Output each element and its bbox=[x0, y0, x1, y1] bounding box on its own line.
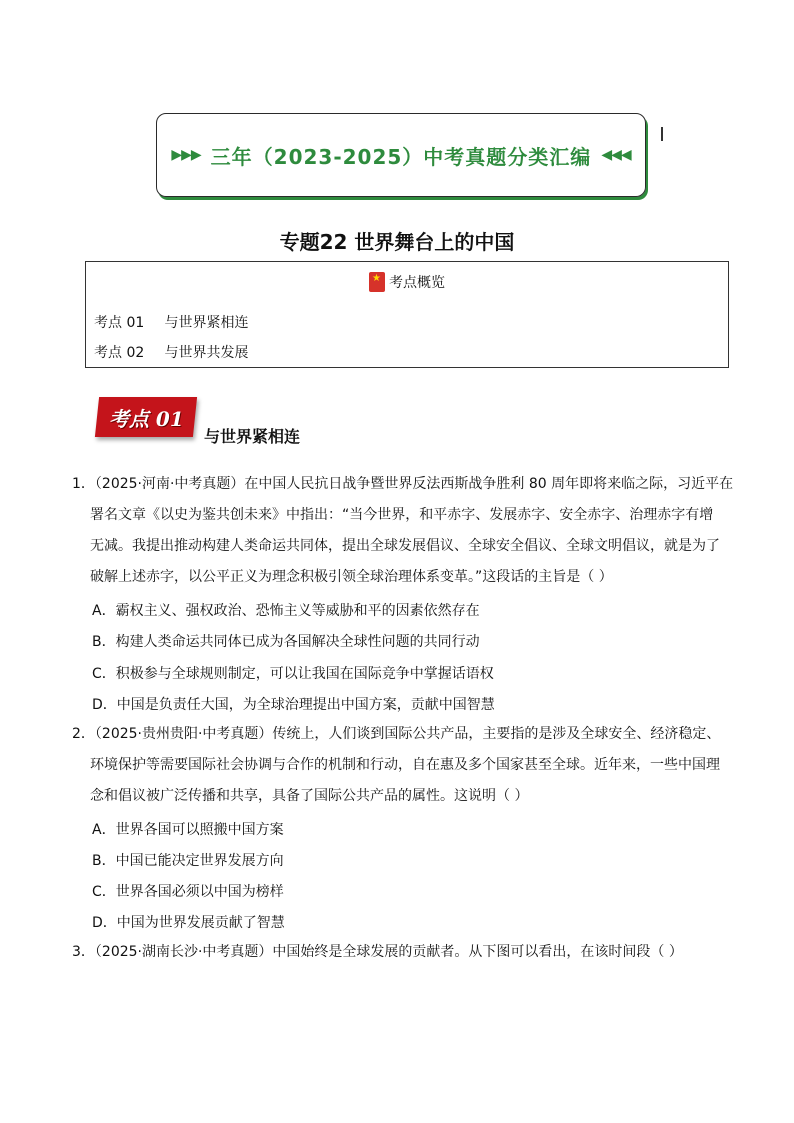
question-line: 念和倡议被广泛传播和共享，具备了国际公共产品的属性。这说明（ ） bbox=[90, 788, 529, 804]
overview-item bbox=[94, 342, 248, 362]
book-icon bbox=[369, 272, 385, 292]
banner-content bbox=[171, 141, 630, 170]
question-line: 2．（2025·贵州贵阳·中考真题）传统上，人们谈到国际公共产品，主要指的是涉及全球安全、经济稳定、 bbox=[72, 726, 721, 742]
overview-item-label: 考点 02 bbox=[94, 345, 145, 361]
series-banner bbox=[156, 113, 646, 197]
left-arrows-icon: ▶▶▶ bbox=[171, 147, 201, 163]
option-a: A．世界各国可以照搬中国方案 bbox=[92, 822, 284, 838]
option-d: D．中国是负责任大国，为全球治理提出中国方案，贡献中国智慧 bbox=[92, 697, 495, 713]
overview-box bbox=[85, 261, 729, 368]
overview-item-text: 与世界共发展 bbox=[164, 345, 249, 361]
overview-header-label: 考点概览 bbox=[389, 275, 445, 291]
page-title: 专题22 世界舞台上的中国 bbox=[279, 230, 515, 254]
section-badge bbox=[95, 397, 197, 437]
overview-item bbox=[94, 312, 248, 332]
overview-header bbox=[86, 272, 728, 292]
question-3 bbox=[72, 937, 683, 968]
option-b: B．构建人类命运共同体已成为各国解决全球性问题的共同行动 bbox=[92, 634, 480, 650]
question-2 bbox=[72, 719, 720, 812]
overview-item-text: 与世界紧相连 bbox=[164, 315, 249, 331]
banner-text: 三年（2023-2025）中考真题分类汇编 bbox=[210, 144, 592, 169]
question-line: 无减。我提出推动构建人类命运共同体，提出全球发展倡议、全球安全倡议、全球文明倡议，就是为了 bbox=[90, 538, 720, 554]
option-c: C．世界各国必须以中国为榜样 bbox=[92, 884, 284, 900]
question-line: 破解上述赤字，以公平正义为理念积极引领全球治理体系变革。”这段话的主旨是（ ） bbox=[90, 569, 613, 585]
option-b: B．中国已能决定世界发展方向 bbox=[92, 853, 284, 869]
overview-item-label: 考点 01 bbox=[94, 315, 145, 331]
question-line: 环境保护等需要国际社会协调与合作的机制和行动，自在惠及多个国家甚至全球。近年来，一些中国理 bbox=[90, 757, 720, 773]
question-1 bbox=[72, 469, 733, 593]
option-c: C．积极参与全球规则制定，可以让我国在国际竞争中掌握话语权 bbox=[92, 666, 494, 682]
section-title: 与世界紧相连 bbox=[204, 427, 301, 446]
option-a: A．霸权主义、强权政治、恐怖主义等威胁和平的因素依然存在 bbox=[92, 603, 480, 619]
option-d: D．中国为世界发展贡献了智慧 bbox=[92, 915, 285, 931]
question-line: 3．（2025·湖南长沙·中考真题）中国始终是全球发展的贡献者。从下图可以看出，在该时间段（ ） bbox=[72, 944, 683, 960]
banner-edge-mark bbox=[661, 127, 663, 141]
right-arrows-icon: ◀◀◀ bbox=[601, 147, 631, 163]
section-badge-label: 考点 01 bbox=[108, 406, 184, 431]
question-line: 署名文章《以史为鉴共创未来》中指出：“当今世界，和平赤字、发展赤字、安全赤字、治理赤字有增 bbox=[90, 507, 714, 523]
question-line: 1．（2025·河南·中考真题）在中国人民抗日战争暨世界反法西斯战争胜利 80 周年即将来临之际，习近平在 bbox=[72, 476, 734, 492]
